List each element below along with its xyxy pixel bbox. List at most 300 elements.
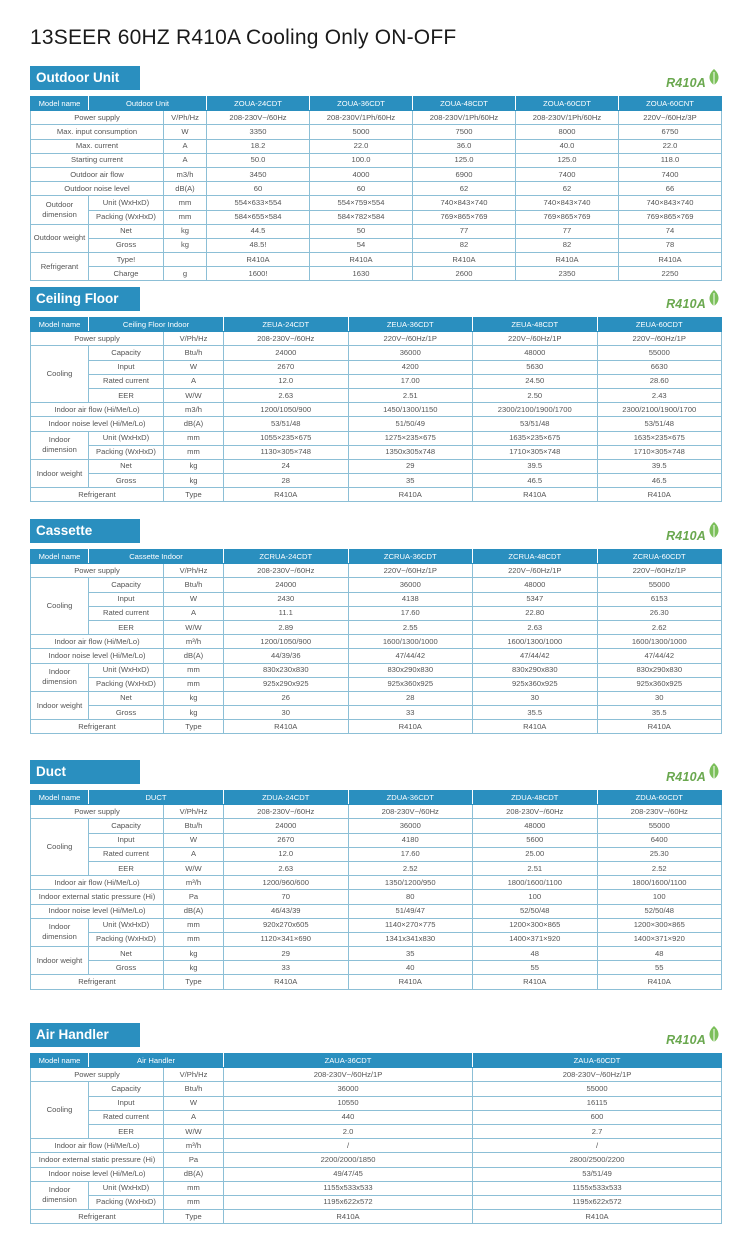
table-row [31,125,722,139]
table-row [31,1195,722,1209]
table-row [31,167,722,181]
value-cell: 2.62 [597,620,722,634]
value-cell: 50 [310,224,413,238]
r410a-badge-text: R410A [666,529,706,543]
row-group-label: Cooling [31,1082,89,1139]
value-cell: 30 [224,706,349,720]
value-cell: 22.0 [619,139,722,153]
header-model: ZAUA-36CDT [224,1054,473,1068]
r410a-badge [666,1025,721,1047]
value-cell: 53/51/48 [597,417,722,431]
value-cell: 2.63 [224,861,349,875]
row-sub-label: Unit (WxHxD) [89,663,164,677]
row-sub-label: Packing (WxHxD) [89,677,164,691]
table-row [31,1167,722,1181]
value-cell: 554×759×554 [310,196,413,210]
value-cell: 18.2 [207,139,310,153]
value-cell: 2.89 [224,620,349,634]
table-row [31,1082,722,1096]
row-sub-label: Rated current [89,847,164,861]
value-cell: 554×633×554 [207,196,310,210]
table-row [31,578,722,592]
section-header [30,66,721,90]
value-cell: 74 [619,224,722,238]
value-cell: 220V~/60Hz/1P [348,564,473,578]
value-cell: 925x360x925 [597,677,722,691]
row-group-label: Indoor dimension [31,918,89,946]
row-unit: kg [164,238,207,252]
table-row [31,564,722,578]
value-cell: 8000 [516,125,619,139]
value-cell: 1400×371×920 [597,932,722,946]
value-cell: 62 [413,182,516,196]
row-group-label: Indoor weight [31,459,89,487]
value-cell: 1120×341×690 [224,932,349,946]
section-header [30,287,721,311]
value-cell: 1350/1200/950 [348,876,473,890]
value-cell: 4200 [348,360,473,374]
row-unit [164,253,207,267]
r410a-badge-text: R410A [666,1033,706,1047]
header-model: ZCRUA-60CDT [597,550,722,564]
table-row [31,961,722,975]
value-cell: R410A [207,253,310,267]
value-cell: 2430 [224,592,349,606]
value-cell: 82 [413,238,516,252]
section-header [30,1023,721,1047]
value-cell: 55000 [597,346,722,360]
row-unit: m³/h [164,876,224,890]
leaf-icon [706,68,721,90]
row-unit: mm [164,445,224,459]
row-unit: Btu/h [164,819,224,833]
table-row [31,635,722,649]
table-row [31,153,722,167]
value-cell: 2300/2100/1900/1700 [597,403,722,417]
value-cell: 208-230V~/60Hz/1P [473,1068,722,1082]
row-sub-label: Packing (WxHxD) [89,445,164,459]
row-unit: mm [164,918,224,932]
value-cell: 1055×235×675 [224,431,349,445]
row-group-label: Outdoor weight [31,224,89,252]
value-cell: 1400×371×920 [473,932,598,946]
value-cell: 77 [413,224,516,238]
row-sub-label: Packing (WxHxD) [89,210,164,224]
r410a-badge [666,289,721,311]
row-unit: W [164,833,224,847]
row-unit: A [164,606,224,620]
value-cell: 2670 [224,360,349,374]
table-row [31,904,722,918]
row-label: Power supply [31,332,164,346]
spec-table [30,317,722,502]
value-cell: 5630 [473,360,598,374]
table-row [31,267,722,281]
value-cell: 48000 [473,346,598,360]
row-sub-label: Net [89,691,164,705]
row-sub-label: Rated current [89,1110,164,1124]
header-model: ZEUA-24CDT [224,318,349,332]
value-cell: 2200/2000/1850 [224,1153,473,1167]
value-cell: 3350 [207,125,310,139]
value-cell: 208-230V/1Ph/60Hz [516,111,619,125]
value-cell: 1275×235×675 [348,431,473,445]
row-label: Refrigerant [31,720,164,734]
section-ceiling-floor [30,287,721,502]
row-unit: dB(A) [164,649,224,663]
table-row [31,861,722,875]
row-label: Indoor air flow (Hi/Me/Lo) [31,403,164,417]
r410a-badge-text: R410A [666,76,706,90]
value-cell: 52/50/48 [473,904,598,918]
row-sub-label: Type! [89,253,164,267]
header-model: ZCRUA-24CDT [224,550,349,564]
value-cell: 24000 [224,578,349,592]
value-cell: 600 [473,1110,722,1124]
table-row [31,374,722,388]
row-label: Power supply [31,564,164,578]
table-row [31,947,722,961]
table-row [31,1153,722,1167]
row-sub-label: Gross [89,238,164,252]
value-cell: R410A [516,253,619,267]
value-cell: / [473,1139,722,1153]
value-cell: 1341x341x830 [348,932,473,946]
value-cell: 1140×270×775 [348,918,473,932]
value-cell: 54 [310,238,413,252]
row-unit: Type [164,1210,224,1224]
table-row [31,620,722,634]
value-cell: 35.5 [597,706,722,720]
section-title: Ceiling Floor [30,287,140,311]
row-unit: Pa [164,1153,224,1167]
value-cell: 30 [473,691,598,705]
value-cell: 55 [597,961,722,975]
table-row [31,332,722,346]
page-title: 13SEER 60HZ R410A Cooling Only ON-OFF [30,26,457,49]
value-cell: 920x270x605 [224,918,349,932]
value-cell: 60 [207,182,310,196]
value-cell: 46.5 [473,474,598,488]
table-row [31,677,722,691]
leaf-icon [706,1025,721,1047]
row-label: Power supply [31,111,164,125]
value-cell: 1155x533x533 [224,1181,473,1195]
header-model: ZOUA-60CDT [516,97,619,111]
value-cell: 2670 [224,833,349,847]
value-cell: 7400 [516,167,619,181]
value-cell: 1200/1050/900 [224,403,349,417]
value-cell: 5347 [473,592,598,606]
table-row [31,1110,722,1124]
table-row [31,706,722,720]
value-cell: 2.55 [348,620,473,634]
r410a-badge-text: R410A [666,297,706,311]
row-group-label: Refrigerant [31,253,89,281]
row-sub-label: Input [89,592,164,606]
header-model: ZOUA-24CDT [207,97,310,111]
value-cell: 48.5! [207,238,310,252]
value-cell: 25.00 [473,847,598,861]
row-unit: A [164,374,224,388]
row-sub-label: Net [89,459,164,473]
row-unit: m³/h [164,635,224,649]
row-group-label: Indoor weight [31,947,89,975]
row-sub-label: Capacity [89,346,164,360]
value-cell: 830x290x830 [473,663,598,677]
table-row [31,1139,722,1153]
value-cell: 29 [224,947,349,961]
value-cell: 769×865×769 [413,210,516,224]
value-cell: 4000 [310,167,413,181]
value-cell: 24.50 [473,374,598,388]
value-cell: R410A [224,975,349,989]
row-group-label: Indoor dimension [31,431,89,459]
row-unit: kg [164,459,224,473]
value-cell: 220V~/60Hz/1P [597,564,722,578]
value-cell: 740×843×740 [619,196,722,210]
header-model: ZDUA-60CDT [597,791,722,805]
value-cell: 48 [597,947,722,961]
row-unit: mm [164,663,224,677]
value-cell: 52/50/48 [597,904,722,918]
r410a-badge [666,521,721,543]
row-group-label: Cooling [31,578,89,635]
table-row [31,1096,722,1110]
row-unit: mm [164,431,224,445]
value-cell: 55000 [473,1082,722,1096]
row-unit: W/W [164,620,224,634]
value-cell: 1200/1050/900 [224,635,349,649]
value-cell: 55000 [597,578,722,592]
value-cell: R410A [224,488,349,502]
row-unit: kg [164,691,224,705]
row-label: Outdoor noise level [31,182,164,196]
table-row [31,139,722,153]
row-unit: Pa [164,890,224,904]
value-cell: 208-230V~/60Hz [597,805,722,819]
table-row [31,833,722,847]
row-unit: A [164,153,207,167]
value-cell: 66 [619,182,722,196]
value-cell: 925x360x925 [473,677,598,691]
header-unit-type: Cassette Indoor [89,550,224,564]
header-model: ZDUA-24CDT [224,791,349,805]
row-group-label: Indoor dimension [31,663,89,691]
table-row [31,847,722,861]
value-cell: 51/49/47 [348,904,473,918]
value-cell: 10550 [224,1096,473,1110]
table-row [31,649,722,663]
value-cell: 44.5 [207,224,310,238]
header-model: ZDUA-36CDT [348,791,473,805]
value-cell: 1800/1600/1100 [473,876,598,890]
value-cell: 100 [473,890,598,904]
header-model: ZOUA-36CDT [310,97,413,111]
value-cell: 2.43 [597,388,722,402]
header-model: ZOUA-60CNT [619,97,722,111]
value-cell: 47/44/42 [473,649,598,663]
value-cell: 55000 [597,819,722,833]
value-cell: 1710×305×748 [597,445,722,459]
table-row [31,932,722,946]
value-cell: 35 [348,947,473,961]
value-cell: R410A [348,975,473,989]
row-label: Indoor external static pressure (Hi) [31,1153,164,1167]
value-cell: 70 [224,890,349,904]
value-cell: 208-230V~/60Hz [207,111,310,125]
value-cell: 2.52 [597,861,722,875]
value-cell: 1450/1300/1150 [348,403,473,417]
value-cell: 2.7 [473,1124,722,1138]
row-sub-label: EER [89,388,164,402]
table-header-row [31,1054,722,1068]
table-row [31,459,722,473]
row-sub-label: Rated current [89,374,164,388]
table-row [31,876,722,890]
value-cell: 40 [348,961,473,975]
header-model: ZAUA-60CDT [473,1054,722,1068]
value-cell: 1200/960/600 [224,876,349,890]
section-title: Air Handler [30,1023,140,1047]
row-label: Outdoor air flow [31,167,164,181]
row-sub-label: Charge [89,267,164,281]
value-cell: R410A [348,488,473,502]
value-cell: 50.0 [207,153,310,167]
header-model: ZCRUA-36CDT [348,550,473,564]
row-unit: mm [164,932,224,946]
value-cell: 6750 [619,125,722,139]
value-cell: 48000 [473,578,598,592]
section-header [30,760,721,784]
row-unit: kg [164,706,224,720]
value-cell: 25.30 [597,847,722,861]
value-cell: 39.5 [597,459,722,473]
value-cell: 24 [224,459,349,473]
value-cell: 4180 [348,833,473,847]
value-cell: 220V~/60Hz/1P [597,332,722,346]
value-cell: 28 [348,691,473,705]
value-cell: 208-230V~/60Hz [224,564,349,578]
row-sub-label: Unit (WxHxD) [89,196,164,210]
row-sub-label: Capacity [89,578,164,592]
row-sub-label: Capacity [89,1082,164,1096]
value-cell: / [224,1139,473,1153]
value-cell: 2.50 [473,388,598,402]
value-cell: 100 [597,890,722,904]
r410a-badge [666,68,721,90]
value-cell: 7500 [413,125,516,139]
row-sub-label: EER [89,1124,164,1138]
row-group-label: Indoor dimension [31,1181,89,1209]
value-cell: 17.00 [348,374,473,388]
value-cell: 2800/2500/2200 [473,1153,722,1167]
header-model: ZEUA-60CDT [597,318,722,332]
row-sub-label: Net [89,224,164,238]
row-label: Indoor noise level (Hi/Me/Lo) [31,649,164,663]
row-label: Refrigerant [31,488,164,502]
table-row [31,210,722,224]
section-outdoor-unit [30,66,721,281]
value-cell: 39.5 [473,459,598,473]
table-row [31,1181,722,1195]
row-unit: mm [164,1195,224,1209]
value-cell: 60 [310,182,413,196]
spec-table [30,1053,722,1224]
value-cell: 5000 [310,125,413,139]
row-label: Indoor noise level (Hi/Me/Lo) [31,417,164,431]
table-header-row [31,318,722,332]
value-cell: 220V~/60Hz/1P [473,564,598,578]
table-row [31,1124,722,1138]
section-title: Duct [30,760,140,784]
row-label: Power supply [31,1068,164,1082]
row-unit: V/Ph/Hz [164,111,207,125]
table-row [31,182,722,196]
table-row [31,445,722,459]
row-label: Indoor noise level (Hi/Me/Lo) [31,904,164,918]
value-cell: 17.60 [348,847,473,861]
row-sub-label: Capacity [89,819,164,833]
value-cell: 1200×300×865 [597,918,722,932]
header-model: ZCRUA-48CDT [473,550,598,564]
value-cell: 1130×305×748 [224,445,349,459]
table-header-row [31,791,722,805]
row-label: Refrigerant [31,975,164,989]
value-cell: 55 [473,961,598,975]
value-cell: 125.0 [413,153,516,167]
row-unit: V/Ph/Hz [164,332,224,346]
header-model: ZEUA-36CDT [348,318,473,332]
table-row [31,360,722,374]
value-cell: R410A [473,720,598,734]
value-cell: 28.60 [597,374,722,388]
value-cell: 6400 [597,833,722,847]
value-cell: 220V~/60Hz/3P [619,111,722,125]
value-cell: R410A [597,488,722,502]
value-cell: 16115 [473,1096,722,1110]
row-unit: dB(A) [164,182,207,196]
table-row [31,488,722,502]
row-sub-label: EER [89,861,164,875]
leaf-icon [706,762,721,784]
row-label: Indoor noise level (Hi/Me/Lo) [31,1167,164,1181]
section-air-handler [30,1023,721,1224]
row-sub-label: Packing (WxHxD) [89,932,164,946]
value-cell: R410A [413,253,516,267]
value-cell: 2.63 [224,388,349,402]
table-row [31,388,722,402]
value-cell: R410A [619,253,722,267]
table-row [31,238,722,252]
value-cell: 26.30 [597,606,722,620]
leaf-icon [706,521,721,543]
header-model-name: Model name [31,550,89,564]
value-cell: 584×655×584 [207,210,310,224]
value-cell: 208-230V~/60Hz [473,805,598,819]
row-unit: g [164,267,207,281]
value-cell: 40.0 [516,139,619,153]
section-title: Cassette [30,519,140,543]
value-cell: 44/39/36 [224,649,349,663]
section-duct [30,760,721,990]
value-cell: 1195x622x572 [473,1195,722,1209]
row-sub-label: Gross [89,706,164,720]
row-unit: W [164,1096,224,1110]
value-cell: 100.0 [310,153,413,167]
value-cell: 33 [224,961,349,975]
value-cell: 80 [348,890,473,904]
